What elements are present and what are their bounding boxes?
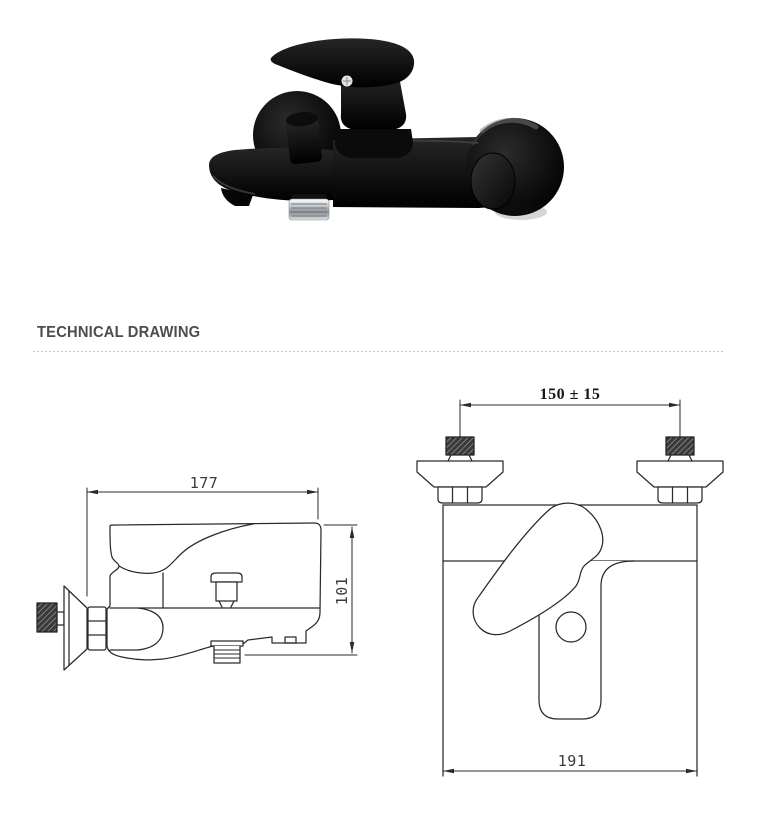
front-diverter-circle bbox=[556, 612, 586, 642]
side-body-outline bbox=[107, 523, 321, 660]
diverter-knob bbox=[285, 111, 322, 165]
front-view-drawing bbox=[417, 386, 723, 776]
front-wall-union-right bbox=[637, 437, 723, 503]
screw-cap bbox=[342, 76, 353, 87]
product-photo bbox=[185, 10, 575, 270]
side-threaded-outlet bbox=[211, 641, 243, 663]
side-width-dimension-label: 177 bbox=[189, 474, 219, 492]
front-width-dimension-label: 191 bbox=[557, 752, 587, 770]
body-end-cap bbox=[471, 153, 515, 209]
side-wall-union bbox=[37, 586, 106, 670]
section-divider bbox=[33, 351, 724, 352]
product-photo-image bbox=[185, 10, 575, 270]
cartridge bbox=[335, 76, 413, 158]
technical-drawings bbox=[20, 380, 740, 800]
dimension-150 bbox=[460, 400, 680, 437]
front-spacing-dimension-label: 150 ± 15 bbox=[539, 386, 601, 403]
side-height-dimension-label: 101 bbox=[333, 576, 351, 606]
chrome-outlet bbox=[289, 194, 329, 220]
front-wall-union-left bbox=[417, 437, 503, 503]
section-title: TECHNICAL DRAWING bbox=[37, 324, 201, 341]
side-view-drawing bbox=[37, 474, 357, 670]
